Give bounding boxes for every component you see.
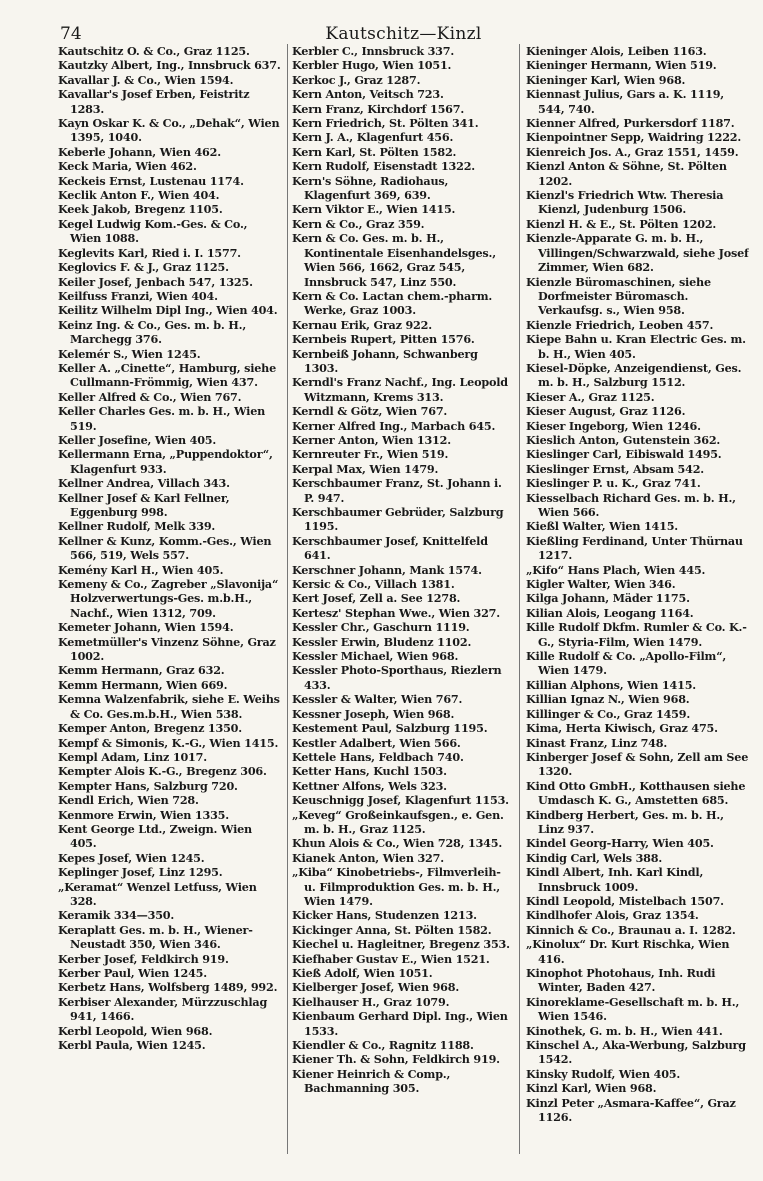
directory-entry: Keilitz Wilhelm Dipl Ing., Wien 404. (58, 303, 278, 318)
directory-entry: Kerner Anton, Wien 1312. (292, 432, 451, 447)
directory-entry: Kindel Georg-Harry, Wien 405. (526, 836, 714, 851)
directory-entry: Kieslinger Ernst, Absam 542. (526, 461, 704, 476)
directory-entry: Keraplatt Ges. m. b. H., Wiener-Neustadt 350, Wien 346. (58, 922, 253, 952)
directory-entry: Keglovics F. & J., Graz 1125. (58, 260, 229, 275)
directory-entry: Kieninger Hermann, Wien 519. (526, 58, 717, 73)
directory-entry: Kerschner Johann, Mank 1574. (292, 562, 482, 577)
directory-entry: Kautzky Albert, Ing., Innsbruck 637. (58, 58, 281, 73)
directory-entry: Kegel Ludwig Kom.-Ges. & Co., Wien 1088. (58, 216, 248, 246)
directory-entry: Kemény Karl H., Wien 405. (58, 562, 224, 577)
directory-entry: Kindl Leopold, Mistelbach 1507. (526, 893, 724, 908)
directory-entry: Khun Alois & Co., Wien 728, 1345. (292, 836, 503, 851)
directory-entry: Kinnich & Co., Braunau a. I. 1282. (526, 922, 736, 937)
directory-entry: Keller Josefine, Wien 405. (58, 432, 217, 447)
directory-entry: Kerschbaumer Josef, Knittelfeld 641. (292, 533, 488, 563)
directory-entry: Keramik 334—350. (58, 908, 175, 923)
directory-entry: Kern & Co. Ges. m. b. H., Kontinentale Eisenhandelsges., Wien 566, 1662, Graz 545, Innsbruck 547, Linz 550. (292, 231, 496, 289)
directory-entry: Kessler & Walter, Wien 767. (292, 692, 463, 707)
directory-entry: Kessner Joseph, Wien 968. (292, 706, 455, 721)
directory-entry: Kinoreklame-Gesellschaft m. b. H., Wien 1546. (526, 994, 740, 1024)
directory-entry: Killian Ignaz N., Wien 968. (526, 692, 690, 707)
directory-entry: Kerbler Hugo, Wien 1051. (292, 58, 452, 73)
column-left (58, 44, 281, 1154)
directory-entry: Kinophot Photohaus, Inh. Rudi Winter, Baden 427. (526, 966, 716, 995)
directory-entry: Kerschbaumer Gebrüder, Salzburg 1195. (292, 505, 504, 534)
directory-entry: Kieslinger P. u. K., Graz 741. (526, 476, 701, 491)
directory-entry: Kessler Photo-Sporthaus, Riezlern 433. (292, 663, 502, 692)
directory-entry: Kemetmüller's Vinzenz Söhne, Graz 1002. (58, 634, 276, 664)
directory-entry: Keller A. „Cinette“, Hamburg, siehe Cullmann-Frömmig, Wien 437. (58, 360, 277, 390)
directory-entry: Kienzl H. & E., St. Pölten 1202. (526, 216, 717, 231)
directory-entry: Kilga Johann, Mäder 1175. (526, 591, 690, 606)
directory-entry: Kiefhaber Gustav E., Wien 1521. (292, 951, 490, 966)
directory-entry: Kieser August, Graz 1126. (526, 404, 686, 419)
directory-entry: Ketter Hans, Kuchl 1503. (292, 764, 447, 779)
directory-entry: Kienpointner Sepp, Waidring 1222. (526, 130, 742, 145)
page-title: Kautschitz—Kinzl (325, 24, 482, 44)
directory-entry: Kempl Adam, Linz 1017. (58, 749, 207, 764)
directory-entry: Keclik Anton F., Wien 404. (58, 188, 220, 203)
directory-entry: Kinzl Peter „Asmara-Kaffee“, Graz 1126. (526, 1095, 736, 1125)
directory-entry: Kieslich Anton, Gutenstein 362. (526, 432, 721, 447)
directory-entry: Kienzle Büromaschinen, siehe Dorfmeister Büromasch. Verkaufsg. s., Wien 958. (526, 274, 711, 318)
page-header (58, 10, 749, 44)
directory-entry: Kiechel u. Hagleitner, Bregenz 353. (292, 937, 510, 952)
directory-entry: Kielberger Josef, Wien 968. (292, 980, 460, 995)
directory-entry: Kima, Herta Kiwisch, Graz 475. (526, 721, 718, 736)
directory-entry: Kielhauser H., Graz 1079. (292, 994, 450, 1009)
directory-entry: Kernau Erik, Graz 922. (292, 317, 432, 332)
directory-entry: Kendl Erich, Wien 728. (58, 793, 199, 808)
directory-entry: Kessler Erwin, Bludenz 1102. (292, 634, 472, 649)
directory-entry: Keglevits Karl, Ried i. I. 1577. (58, 245, 241, 260)
directory-entry: Kienzle Friedrich, Leoben 457. (526, 317, 714, 332)
directory-entry: „Keveg“ Großeinkaufsgen., e. Gen. m. b. H., Graz 1125. (292, 807, 504, 836)
directory-entry: Kienzl's Friedrich Wtw. Theresia Kienzl, Judenburg 1506. (526, 188, 724, 217)
directory-entry: Keiler Josef, Jenbach 547, 1325. (58, 274, 253, 289)
directory-entry: Kienbaum Gerhard Dipl. Ing., Wien 1533. (292, 1009, 508, 1038)
directory-entry: Kießling Ferdinand, Unter Thürnau 1217. (526, 533, 743, 563)
directory-entry: Kerbiser Alexander, Mürzzuschlag 941, 1466. (58, 994, 268, 1024)
directory-entry: Kern Rudolf, Eisenstadt 1322. (292, 159, 475, 174)
directory-entry: Kindlhofer Alois, Graz 1354. (526, 908, 699, 923)
directory-entry: Kinzl Karl, Wien 968. (526, 1081, 657, 1096)
directory-entry: Kemna Walzenfabrik, siehe E. Weihs & Co. Ges.m.b.H., Wien 538. (58, 692, 280, 721)
directory-entry: Kinothek, G. m. b. H., Wien 441. (526, 1023, 723, 1038)
directory-entry: Kerndl & Götz, Wien 767. (292, 404, 448, 419)
directory-entry: Kille Rudolf Dkfm. Rumler & Co. K.-G., Styria-Film, Wien 1479. (526, 620, 747, 649)
directory-entry: Kiener Heinrich & Comp., Bachmanning 305. (292, 1066, 451, 1096)
directory-entry: Kiesel-Döpke, Anzeigendienst, Ges. m. b. H., Salzburg 1512. (526, 360, 742, 390)
directory-entry: Kerpal Max, Wien 1479. (292, 461, 439, 476)
directory-entry: Kindig Carl, Wels 388. (526, 850, 663, 865)
directory-entry: Keck Maria, Wien 462. (58, 159, 197, 174)
directory-entry: Kavallar J. & Co., Wien 1594. (58, 72, 234, 87)
directory-entry: Kerber Josef, Feldkirch 919. (58, 951, 229, 966)
directory-entry: Kickinger Anna, St. Pölten 1582. (292, 922, 492, 937)
directory-entry: „Kifo“ Hans Plach, Wien 445. (526, 562, 706, 577)
directory-entry: Kiepe Bahn u. Kran Electric Ges. m. b. H., Wien 405. (526, 332, 746, 361)
directory-entry: Kempter Alois K.-G., Bregenz 306. (58, 764, 267, 779)
directory-entry: Kieß Adolf, Wien 1051. (292, 966, 433, 980)
directory-entry: Kern Karl, St. Pölten 1582. (292, 144, 457, 159)
directory-entry: Killian Alphons, Wien 1415. (526, 677, 696, 692)
directory-entry: Kerschbaumer Franz, St. Johann i. P. 947. (292, 476, 502, 505)
directory-entry: Kieser Ingeborg, Wien 1246. (526, 418, 701, 433)
directory-entry: Kellner Josef & Karl Fellner, Eggenburg 998. (58, 490, 230, 519)
directory-entry: Kießl Walter, Wien 1415. (526, 519, 678, 534)
directory-entry: Kellner Andrea, Villach 343. (58, 476, 230, 491)
directory-entry: Kind Otto GmbH., Kotthausen siehe Umdasch K. G., Amstetten 685. (526, 778, 746, 808)
directory-entry: Kemeter Johann, Wien 1594. (58, 620, 234, 635)
directory-entry: Kelemér S., Wien 1245. (58, 346, 201, 361)
directory-entry: Kempf & Simonis, K.-G., Wien 1415. (58, 735, 279, 750)
directory-entry: Kemper Anton, Bregenz 1350. (58, 721, 242, 736)
directory-entry: Keplinger Josef, Linz 1295. (58, 865, 223, 880)
directory-entry: Kigler Walter, Wien 346. (526, 577, 676, 592)
directory-entry: Kianek Anton, Wien 327. (292, 850, 444, 865)
directory-entry: Keckeis Ernst, Lustenau 1174. (58, 173, 244, 188)
directory-entry: Kienzle-Apparate G. m. b. H., Villingen/Schwarzwald, siehe Josef Zimmer, Wien 682. (526, 231, 749, 275)
directory-entry: Kemm Hermann, Wien 669. (58, 677, 228, 692)
directory-entry: Kern Friedrich, St. Pölten 341. (292, 116, 479, 131)
directory-entry: Kellner Rudolf, Melk 339. (58, 519, 216, 534)
directory-entry: Kindl Albert, Inh. Karl Kindl, Innsbruck 1009. (526, 865, 704, 894)
directory-entry: Kempter Hans, Salzburg 720. (58, 778, 238, 793)
directory-entry: Kavallar's Josef Erben, Feistritz 1283. (58, 87, 250, 116)
directory-entry: Kinberger Josef & Sohn, Zell am See 1320. (526, 749, 749, 779)
directory-entry: Kieser A., Graz 1125. (526, 389, 655, 404)
page-number: 74 (60, 24, 82, 44)
directory-entry: „Kiba“ Kinobetriebs-, Filmverleih- u. Filmproduktion Ges. m. b. H., Wien 1479. (292, 865, 501, 908)
directory-entry: Keinz Ing. & Co., Ges. m. b. H., Marchegg 376. (58, 317, 247, 347)
directory-entry: Kerndl's Franz Nachf., Ing. Leopold Witzmann, Krems 313. (292, 375, 508, 404)
directory-entry: Kerbl Paula, Wien 1245. (58, 1038, 206, 1053)
directory-entry: Kerkoc J., Graz 1287. (292, 72, 421, 87)
directory-entry: Kernbeis Rupert, Pitten 1576. (292, 332, 475, 347)
directory-entry: Kieninger Karl, Wien 968. (526, 72, 686, 87)
directory-entry: Kieslinger Carl, Eibiswald 1495. (526, 447, 722, 462)
directory-entry: Kindberg Herbert, Ges. m. b. H., Linz 937. (526, 807, 724, 836)
directory-entry: Kinsky Rudolf, Wien 405. (526, 1066, 681, 1081)
directory-entry: Kestler Adalbert, Wien 566. (292, 735, 461, 750)
directory-entry: Kepes Josef, Wien 1245. (58, 850, 205, 865)
column-right (526, 44, 749, 1154)
directory-entry: Kernreuter Fr., Wien 519. (292, 447, 449, 462)
directory-entry: Kerber Paul, Wien 1245. (58, 966, 207, 980)
directory-entry: Kicker Hans, Studenzen 1213. (292, 908, 477, 923)
directory-entry: Kienner Alfred, Purkersdorf 1187. (526, 116, 735, 131)
directory-entry: Kellermann Erna, „Puppendoktor“, Klagenfurt 933. (58, 447, 273, 476)
directory-entry: Kern Viktor E., Wien 1415. (292, 202, 456, 217)
directory-entry: Kienreich Jos. A., Graz 1551, 1459. (526, 144, 739, 159)
directory-entry: Kerner Alfred Ing., Marbach 645. (292, 418, 496, 433)
directory-entry: Kilian Alois, Leogang 1164. (526, 605, 694, 620)
directory-entry: Kern & Co. Lactan chem.-pharm. Werke, Graz 1003. (292, 288, 493, 318)
directory-entry: Keller Alfred & Co., Wien 767. (58, 389, 242, 404)
directory-entry: Kieninger Alois, Leiben 1163. (526, 44, 707, 58)
directory-entry: Keek Jakob, Bregenz 1105. (58, 202, 223, 217)
directory-entry: Kessler Chr., Gaschurn 1119. (292, 620, 470, 635)
directory-entry: Keller Charles Ges. m. b. H., Wien 519. (58, 404, 266, 433)
column-middle (287, 44, 520, 1154)
directory-entry: Kayn Oskar K. & Co., „Dehak“, Wien 1395, 1040. (58, 116, 280, 145)
directory-entry: Kern Franz, Kirchdorf 1567. (292, 101, 465, 116)
directory-entry: Kinschel A., Aka-Werbung, Salzburg 1542. (526, 1038, 746, 1067)
directory-entry: Kern's Söhne, Radiohaus, Klagenfurt 369, 639. (292, 173, 449, 203)
directory-entry: Keberle Johann, Wien 462. (58, 144, 221, 159)
directory-entry: Kettner Alfons, Wels 323. (292, 778, 447, 793)
directory-entry: Kenmore Erwin, Wien 1335. (58, 807, 229, 822)
directory-entry: „Keramat“ Wenzel Letfuss, Wien 328. (58, 879, 257, 908)
directory-entry: Kert Josef, Zell a. See 1278. (292, 591, 461, 606)
entry-columns (58, 44, 749, 1154)
directory-entry: Kern J. A., Klagenfurt 456. (292, 130, 454, 145)
directory-entry: „Kinolux“ Dr. Kurt Rischka, Wien 416. (526, 937, 730, 966)
directory-entry: Kessler Michael, Wien 968. (292, 649, 459, 664)
directory-entry: Kernbeiß Johann, Schwanberg 1303. (292, 346, 478, 375)
directory-entry: Kiennast Julius, Gars a. K. 1119, 544, 740. (526, 87, 724, 116)
directory-entry: Killinger & Co., Graz 1459. (526, 706, 691, 721)
directory-entry: Kersic & Co., Villach 1381. (292, 577, 455, 592)
directory-entry: Kerbler C., Innsbruck 337. (292, 44, 455, 58)
directory-entry: Kiendler & Co., Ragnitz 1188. (292, 1038, 474, 1053)
directory-entry: Kiener Th. & Sohn, Feldkirch 919. (292, 1052, 500, 1067)
directory-entry: Kestement Paul, Salzburg 1195. (292, 721, 488, 736)
directory-entry: Kerbetz Hans, Wolfsberg 1489, 992. (58, 980, 278, 995)
directory-entry: Kinast Franz, Linz 748. (526, 735, 668, 750)
directory-entry: Kern & Co., Graz 359. (292, 216, 425, 231)
directory-entry: Kern Anton, Veitsch 723. (292, 87, 444, 102)
directory-entry: Kille Rudolf & Co. „Apollo-Film“, Wien 1479. (526, 649, 727, 678)
directory-entry: Kautschitz O. & Co., Graz 1125. (58, 44, 250, 58)
directory-entry: Kertesz' Stephan Wwe., Wien 327. (292, 605, 500, 620)
directory-entry: Kienzl Anton & Söhne, St. Pölten 1202. (526, 159, 727, 188)
directory-entry: Keuschnigg Josef, Klagenfurt 1153. (292, 793, 509, 808)
directory-entry: Kerbl Leopold, Wien 968. (58, 1023, 213, 1038)
directory-entry: Kemeny & Co., Zagreber „Slavonija“ Holzverwertungs-Ges. m.b.H., Nachf., Wien 1312, 709. (58, 577, 279, 620)
directory-entry: Kemm Hermann, Graz 632. (58, 663, 225, 678)
directory-entry: Kent George Ltd., Zweign. Wien 405. (58, 821, 252, 851)
directory-entry: Kellner & Kunz, Komm.-Ges., Wien 566, 519, Wels 557. (58, 533, 272, 563)
directory-entry: Kiesselbach Richard Ges. m. b. H., Wien 566. (526, 490, 736, 519)
directory-entry: Kettele Hans, Feldbach 740. (292, 749, 464, 764)
directory-entry: Keilfuss Franzi, Wien 404. (58, 288, 218, 303)
